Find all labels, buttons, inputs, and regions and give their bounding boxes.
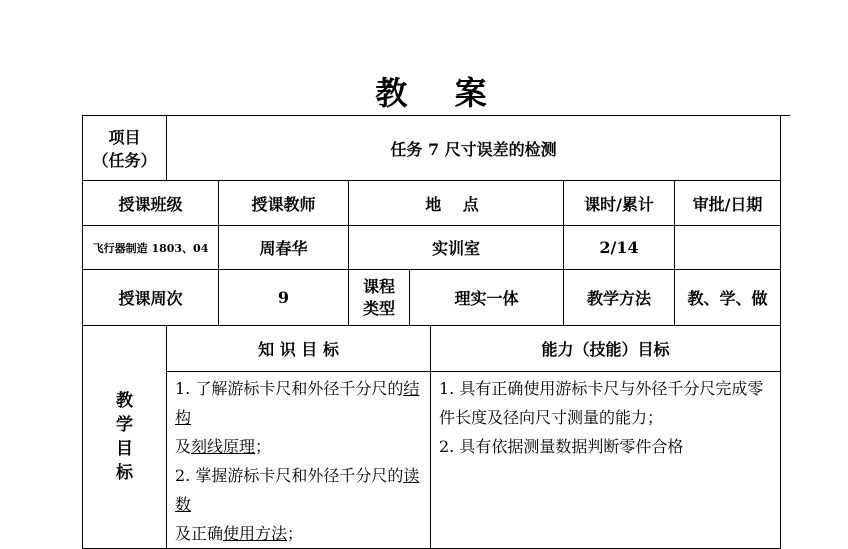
knowledge-item-2-text: 2. 掌握游标卡尺和外径千分尺的 — [175, 466, 404, 485]
week-label-cell — [83, 270, 219, 326]
project-label-line2: （任务） — [92, 151, 157, 170]
location-value-cell — [349, 226, 564, 270]
week-value-cell — [219, 270, 349, 326]
teacher-header: 授课教师 — [251, 194, 316, 214]
approval-value-cell — [675, 226, 781, 269]
approval-header-cell — [675, 181, 781, 225]
hours-header: 课时/累计 — [584, 194, 654, 214]
hours-value: 2/14 — [599, 238, 639, 257]
objectives-header-row — [83, 326, 781, 372]
objectives-content-row — [83, 372, 781, 549]
teacher-value: 周春华 — [259, 239, 308, 258]
info-row — [83, 226, 781, 270]
knowledge-item-1-text: 1. 了解游标卡尺和外径千分尺的 — [175, 379, 404, 398]
week-value: 9 — [277, 288, 290, 307]
method-cell — [564, 270, 781, 326]
hours-header-cell — [564, 181, 675, 225]
method-label-cell — [564, 270, 675, 325]
class-value: 飞行器制造 1803、04 — [92, 241, 209, 255]
ability-content-cell — [431, 372, 781, 549]
location-value: 实训室 — [431, 239, 480, 258]
project-value: 任务 7 尺寸误差的检测 — [390, 139, 557, 159]
knowledge-item-2-underline-1: 读数 — [175, 466, 420, 514]
objectives-side-char-3: 目 — [116, 439, 133, 459]
project-label-cell — [83, 116, 167, 181]
course-type-label-line1: 课程 — [362, 276, 395, 296]
approval-header: 审批/日期 — [692, 194, 763, 214]
objectives-side-char-2: 学 — [116, 415, 133, 435]
course-type-cell — [349, 270, 564, 326]
table-edge-line — [780, 115, 790, 116]
knowledge-item-2-end: ； — [287, 524, 304, 543]
teacher-header-cell — [219, 181, 349, 226]
class-header-cell — [83, 181, 219, 226]
objectives-side-label-cell — [83, 326, 167, 549]
knowledge-item-2 — [175, 461, 424, 548]
knowledge-item-2-underline-2: 使用方法 — [223, 524, 288, 543]
objectives-side-char-1: 教 — [116, 391, 133, 411]
project-value-cell — [167, 116, 781, 181]
method-label: 教学方法 — [586, 289, 651, 308]
course-type-value: 理实一体 — [454, 289, 519, 308]
ability-header: 能力（技能）目标 — [541, 340, 670, 359]
hours-value-cell — [564, 226, 675, 269]
teacher-value-cell — [219, 226, 349, 270]
knowledge-item-1-end: ； — [255, 437, 272, 456]
week-label: 授课周次 — [118, 289, 183, 308]
week-row — [83, 270, 781, 326]
knowledge-item-1 — [175, 374, 424, 461]
course-type-label-cell — [349, 270, 410, 325]
knowledge-content-cell — [167, 372, 431, 549]
knowledge-item-1-continuation: 及 — [175, 437, 192, 456]
lesson-plan-table — [82, 115, 781, 549]
course-type-value-cell — [410, 270, 564, 325]
method-value-cell — [675, 270, 781, 325]
knowledge-header: 知 识 目 标 — [258, 340, 339, 359]
hours-approval-value-cell — [564, 226, 781, 270]
knowledge-header-cell — [167, 326, 431, 372]
ability-item-1: 1. 具有正确使用游标卡尺与外径千分尺完成零件长度及径向尺寸测量的能力； — [439, 379, 764, 427]
course-type-label-line2: 类型 — [362, 298, 395, 318]
header-row — [83, 181, 781, 226]
hours-approval-header-cell — [564, 181, 781, 226]
ability-item-2: 2. 具有依据测量数据判断零件合格 — [439, 437, 684, 456]
project-row — [83, 116, 781, 181]
knowledge-item-1-underline-1: 结构 — [175, 379, 420, 427]
class-header: 授课班级 — [118, 194, 183, 214]
knowledge-item-1-underline-2: 刻线原理 — [191, 437, 256, 456]
project-label-line1: 项目 — [108, 128, 141, 147]
document-title: 教 案 — [375, 74, 505, 112]
ability-header-cell — [431, 326, 781, 372]
knowledge-item-2-continuation: 及正确 — [175, 524, 224, 543]
objectives-side-char-4: 标 — [116, 463, 133, 483]
location-header: 地 点 — [425, 194, 487, 214]
location-header-cell — [349, 181, 564, 226]
method-value: 教、学、做 — [687, 289, 768, 308]
class-value-cell — [83, 226, 219, 270]
